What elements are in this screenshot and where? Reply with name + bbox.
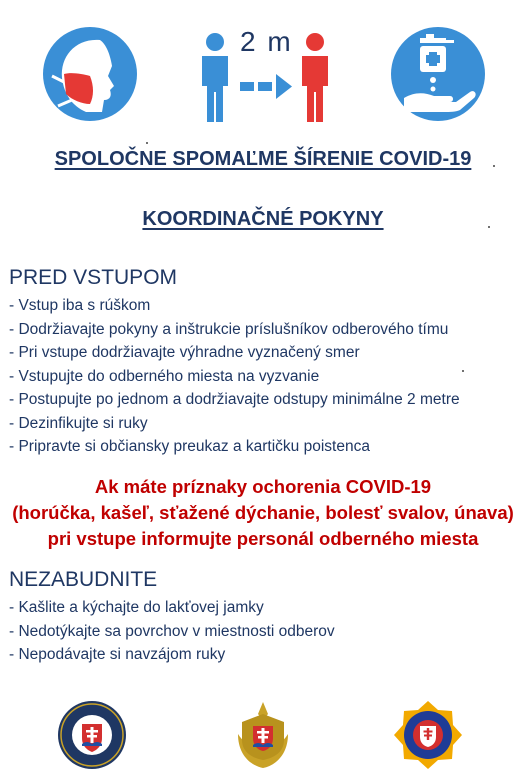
pictogram-row	[0, 18, 526, 133]
warning-line: (horúčka, kašeľ, sťažené dýchanie, bolesť svalov, únava)	[12, 502, 514, 523]
list-item: - Dodržiavajte pokyny a inštrukcie príslušníkov odberového tímu	[9, 320, 449, 338]
list-item: - Pri vstupe dodržiavajte výhradne vyznačený smer	[9, 344, 360, 361]
before-entry-heading: PRED VSTUPOM	[9, 266, 178, 289]
warning-line: pri vstupe informujte personál odberného miesta	[47, 528, 479, 549]
list-item: - Dezinfikujte si ruky	[9, 414, 148, 432]
police-emblem-logo	[57, 700, 127, 770]
speck	[146, 142, 148, 144]
army-emblem-logo	[232, 700, 294, 770]
symptoms-warning	[0, 474, 526, 552]
list-item: - Nedotýkajte sa povrchov v miestnosti odberov	[9, 622, 335, 640]
hand-sanitizer-icon	[390, 26, 486, 122]
list-item: - Pripravte si občiansky preukaz a kartičku poistenca	[9, 438, 370, 455]
list-item: - Nepodávajte si navzájom ruky	[9, 646, 226, 663]
main-title: SPOLOČNE SPOMAĽME ŠÍRENIE COVID-19	[54, 148, 472, 170]
list-item: - Postupujte po jednom a dodržiavajte odstupy minimálne 2 metre	[9, 391, 460, 408]
sub-title: KOORDINAČNÉ POKYNY	[142, 208, 384, 230]
firefighters-emblem-logo	[393, 700, 463, 770]
before-entry-list	[9, 294, 460, 459]
distance-label: 2 m	[240, 26, 293, 57]
social-distance-icon	[190, 18, 340, 128]
face-mask-icon	[42, 26, 138, 122]
remember-list	[9, 596, 335, 667]
remember-heading: NEZABUDNITE	[9, 568, 158, 591]
list-item: - Vstup iba s rúškom	[9, 297, 151, 314]
list-item: - Vstupujte do odberného miesta na vyzvanie	[9, 367, 320, 385]
list-item: - Kašlite a kýchajte do lakťovej jamky	[9, 599, 264, 616]
warning-line: Ak máte príznaky ochorenia COVID-19	[94, 476, 432, 497]
speck	[462, 370, 464, 372]
